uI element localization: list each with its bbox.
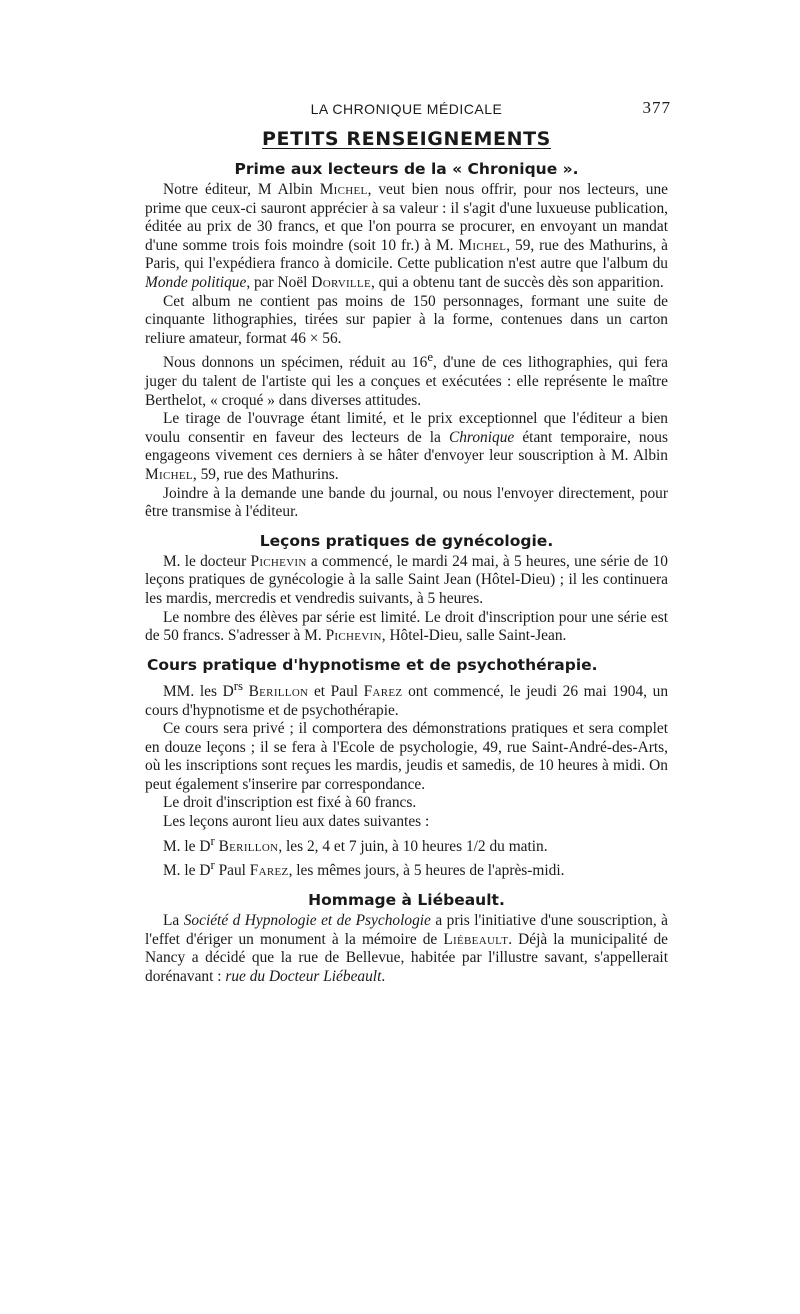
paragraph: MM. les $D^{rs}$ Berillon et Paul Farez ont commencé, le jeudi 26 mai 1904, un cours d'hypnotisme et de psychothérapie.	[145, 678, 669, 719]
section-heading: Hommage à Liébeault.	[308, 891, 505, 910]
section-gynecologie	[145, 532, 668, 646]
section-hypnotisme	[145, 656, 668, 881]
paragraph: Nous donnons un spécimen, réduit au 16e, d'une de ces lithographies, qui fera juger du talent de l'artiste qui les a conçues et exécutées : elle représente le maître Berthelot, « croqué » dans diverses attitudes.	[145, 350, 668, 409]
section-heading: Cours pratique d'hypnotisme et de psychothérapie.	[147, 655, 598, 674]
paragraph: Joindre à la demande une bande du journal, ou nous l'envoyer directement, pour être transmise à l'éditeur.	[145, 484, 668, 521]
paragraph: Notre éditeur, M Albin Michel, veut bien nous offrir, pour nos lecteurs, une prime que ceux-ci sauront apprécier à sa valeur : il s'agit d'une luxueuse publication, éditée au prix de 30 francs, et que l'on pourra se procurer, en envoyant un mandat d'une somme trois fois moindre (soit 10 fr.) à M. Michel, 59, rue des Mathurins, à Paris, qui l'expédiera franco à domicile. Cette publication n'est autre que l'album du Monde politique, par Noël Dorville, qui a obtenu tant de succès dès son apparition.	[145, 181, 668, 291]
paragraph: M. le $D^r$ Berillon, les 2, 4 et 7 juin, à 10 heures 1/2 du matin.	[163, 833, 548, 855]
page-body	[145, 96, 671, 986]
paragraph: M. le $D^r$ Paul Farez, les mêmes jours, à 5 heures de l'après-midi.	[163, 858, 565, 880]
running-head-title: LA CHRONIQUE MÉDICALE	[310, 101, 503, 117]
running-head	[145, 96, 671, 122]
section-heading: Leçons pratiques de gynécologie.	[259, 531, 554, 550]
main-title: PETITS RENSEIGNEMENTS	[262, 128, 551, 150]
paragraph: M. le docteur Pichevin a commencé, le mardi 24 mai, à 5 heures, une série de 10 leçons pratiques de gynécologie à la salle Saint Jean (Hôtel-Dieu) ; il les continuera les mardis, mercredis et vendredis suivants, à 5 heures.	[145, 552, 668, 607]
section-liebeault	[145, 891, 668, 986]
paragraph: Le nombre des élèves par série est limité. Le droit d'inscription pour une série est de 50 francs. S'adresser à M. Pichevin, Hôtel-Dieu, salle Saint-Jean.	[145, 608, 668, 645]
paragraph: Le droit d'inscription est fixé à 60 francs.	[163, 794, 417, 812]
page-number: 377	[642, 98, 671, 117]
paragraph: Cet album ne contient pas moins de 150 personnages, formant une suite de cinquante lithographies, tirées sur papier à la forme, contenues dans un carton reliure amateur, format 46 × 56.	[145, 292, 668, 347]
paragraph: Ce cours sera privé ; il comportera des démonstrations pratiques et sera complet en douze leçons ; il se fera à l'Ecole de psychologie, 49, rue Saint-André-des-Arts, où les inscriptions sont reçues les mardis, jeudis et samedis, de 10 heures à midi. On peut également s'inserire par correspondance.	[145, 720, 668, 793]
paragraph: La Société d Hypnologie et de Psychologie a pris l'initiative d'une souscription, à l'effet d'ériger un monument à la mémoire de Liébeault. Déjà la municipalité de Nancy a décidé que la rue de Bellevue, habitée par l'illustre savant, s'appellerait dorénavant : rue du Docteur Liébeault.	[145, 912, 669, 985]
section-heading: Prime aux lecteurs de la « Chronique ».	[234, 160, 579, 178]
paragraph: Le tirage de l'ouvrage étant limité, et le prix exceptionnel que l'éditeur a bien voulu consentir en faveur des lecteurs de la Chronique étant temporaire, nous engageons vivement ces derniers à se hâter d'envoyer leur souscription à M. Albin Michel, 59, rue des Mathurins.	[145, 410, 668, 484]
paragraph: Les leçons auront lieu aux dates suivantes :	[163, 813, 430, 831]
section-prime	[145, 160, 668, 522]
